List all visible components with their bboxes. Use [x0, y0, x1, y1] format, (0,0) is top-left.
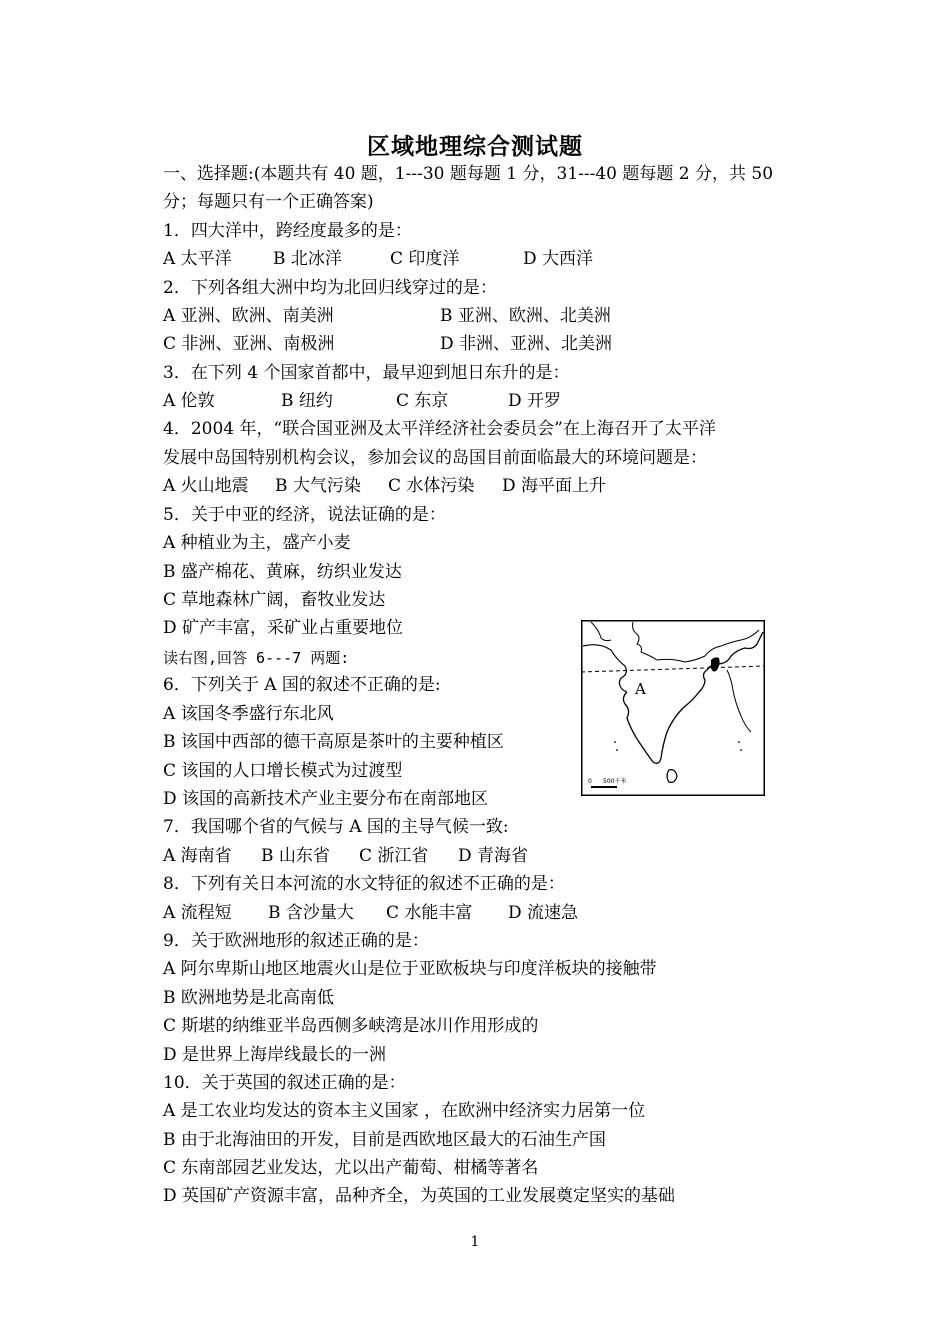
- option-d: D 海平面上升: [502, 476, 607, 496]
- question-7-options: [163, 846, 528, 866]
- question-8-options: [163, 903, 578, 923]
- read-map-instruction: 读右图,回答 6---7 两题:: [163, 649, 350, 667]
- option-b: B 山东省: [261, 846, 330, 866]
- question-8-stem: 8．下列有关日本河流的水文特征的叙述不正确的是：: [163, 874, 565, 894]
- scale-zero-label: 0: [588, 778, 592, 785]
- question-5-option-d: D 矿产丰富，采矿业占重要地位: [163, 618, 404, 638]
- question-9-option-c: C 斯堪的纳维亚半岛西侧多峡湾是冰川作用形成的: [163, 1016, 539, 1036]
- question-9-option-b: B 欧洲地势是北高南低: [163, 988, 334, 1008]
- option-a: A 亚洲、欧洲、南美洲: [163, 306, 334, 326]
- page-number: 1: [470, 1234, 480, 1250]
- question-4-stem-line-2: 发展中岛国特别机构会议，参加会议的岛国目前面临最大的环境问题是：: [163, 448, 707, 468]
- question-10-stem: 10．关于英国的叙述正确的是：: [163, 1073, 406, 1093]
- option-d: D 流速急: [508, 903, 579, 923]
- question-9-option-a: A 阿尔卑斯山地区地震火山是位于亚欧板块与印度洋板块的接触带: [163, 959, 657, 979]
- option-b: B 亚洲、欧洲、北美洲: [440, 306, 611, 326]
- country-label-a: A: [635, 680, 646, 698]
- question-9-option-d: D 是世界上海岸线最长的一洲: [163, 1045, 387, 1065]
- option-d: D 青海省: [458, 846, 529, 866]
- question-10-option-a: A 是工农业均发达的资本主义国家 ，在欧洲中经济实力居第一位: [163, 1101, 646, 1121]
- question-3-stem: 3．在下列 4 个国家首都中，最早迎到旭日东升的是：: [163, 363, 570, 383]
- option-a: A 伦敦: [163, 391, 215, 411]
- question-10-option-b: B 由于北海油田的开发，目前是西欧地区最大的石油生产国: [163, 1130, 606, 1150]
- question-3-options: [163, 391, 561, 411]
- option-d: D 非洲、亚洲、北美洲: [440, 334, 613, 354]
- option-b: B 北冰洋: [273, 249, 342, 269]
- option-b: B 大气污染: [275, 476, 361, 496]
- question-6-option-a: A 该国冬季盛行东北风: [163, 704, 334, 724]
- question-5-option-b: B 盛产棉花、黄麻，纺织业发达: [163, 562, 402, 582]
- question-2-options-row1: [163, 306, 611, 326]
- question-1-stem: 1．四大洋中，跨经度最多的是：: [163, 221, 412, 241]
- scale-distance-label: 500千米: [603, 778, 627, 785]
- question-5-option-c: C 草地森林广阔，畜牧业发达: [163, 590, 386, 610]
- option-b: B 含沙量大: [268, 903, 354, 923]
- option-b: B 纽约: [281, 391, 333, 411]
- page-title: 区域地理综合测试题: [367, 133, 583, 160]
- india-map-figure: [581, 620, 765, 796]
- question-7-stem: 7．我国哪个省的气候与 A 国的主导气候一致:: [163, 817, 509, 837]
- option-c: C 水体污染: [388, 476, 475, 496]
- option-a: A 火山地震: [163, 476, 249, 496]
- sri-lanka-island: [667, 770, 677, 783]
- question-5-stem: 5．关于中亚的经济，说法证确的是：: [163, 505, 446, 525]
- option-a: A 海南省: [163, 846, 232, 866]
- question-5-option-a: A 种植业为主，盛产小麦: [163, 533, 351, 553]
- question-6-option-b: B 该国中西部的德干高原是茶叶的主要种植区: [163, 732, 504, 752]
- intro-line-2: 分；每题只有一个正确答案): [163, 192, 374, 212]
- question-2-stem: 2．下列各组大洲中均为北回归线穿过的是：: [163, 278, 497, 298]
- question-4-stem-line-1: 4．2004 年，“联合国亚洲及太平洋经济社会委员会”在上海召开了太平洋: [163, 419, 716, 439]
- question-2-options-row2: [163, 334, 612, 354]
- intro-line-1: 一、选择题:(本题共有 40 题，1---30 题每题 1 分，31---40 题每题 2 分，共 50: [163, 164, 774, 184]
- option-c: C 东京: [396, 391, 449, 411]
- question-9-stem: 9．关于欧洲地形的叙述正确的是：: [163, 931, 429, 951]
- island-dot: [616, 749, 618, 751]
- island-dot: [740, 749, 742, 751]
- question-10-option-d: D 英国矿产资源丰富，品种齐全，为英国的工业发展奠定坚实的基础: [163, 1186, 676, 1206]
- question-6-stem: 6．下列关于 A 国的叙述不正确的是:: [163, 675, 441, 695]
- option-c: C 浙江省: [359, 846, 429, 866]
- question-6-option-d: D 该国的高新技术产业主要分布在南部地区: [163, 789, 489, 809]
- option-c: C 非洲、亚洲、南极洲: [163, 334, 335, 354]
- option-c: C 印度洋: [390, 249, 460, 269]
- map-frame: [582, 621, 765, 796]
- island-dot: [738, 741, 740, 743]
- option-c: C 水能丰富: [386, 903, 473, 923]
- option-d: D 大西洋: [523, 249, 594, 269]
- island-dot: [614, 741, 616, 743]
- option-a: A 流程短: [163, 903, 232, 923]
- question-10-option-c: C 东南部园艺业发达，尤以出产葡萄、柑橘等著名: [163, 1158, 539, 1178]
- question-1-options: [163, 249, 593, 269]
- question-6-option-c: C 该国的人口增长模式为过渡型: [163, 761, 403, 781]
- option-a: A 太平洋: [163, 249, 232, 269]
- option-d: D 开罗: [508, 391, 562, 411]
- question-4-options: [163, 476, 606, 496]
